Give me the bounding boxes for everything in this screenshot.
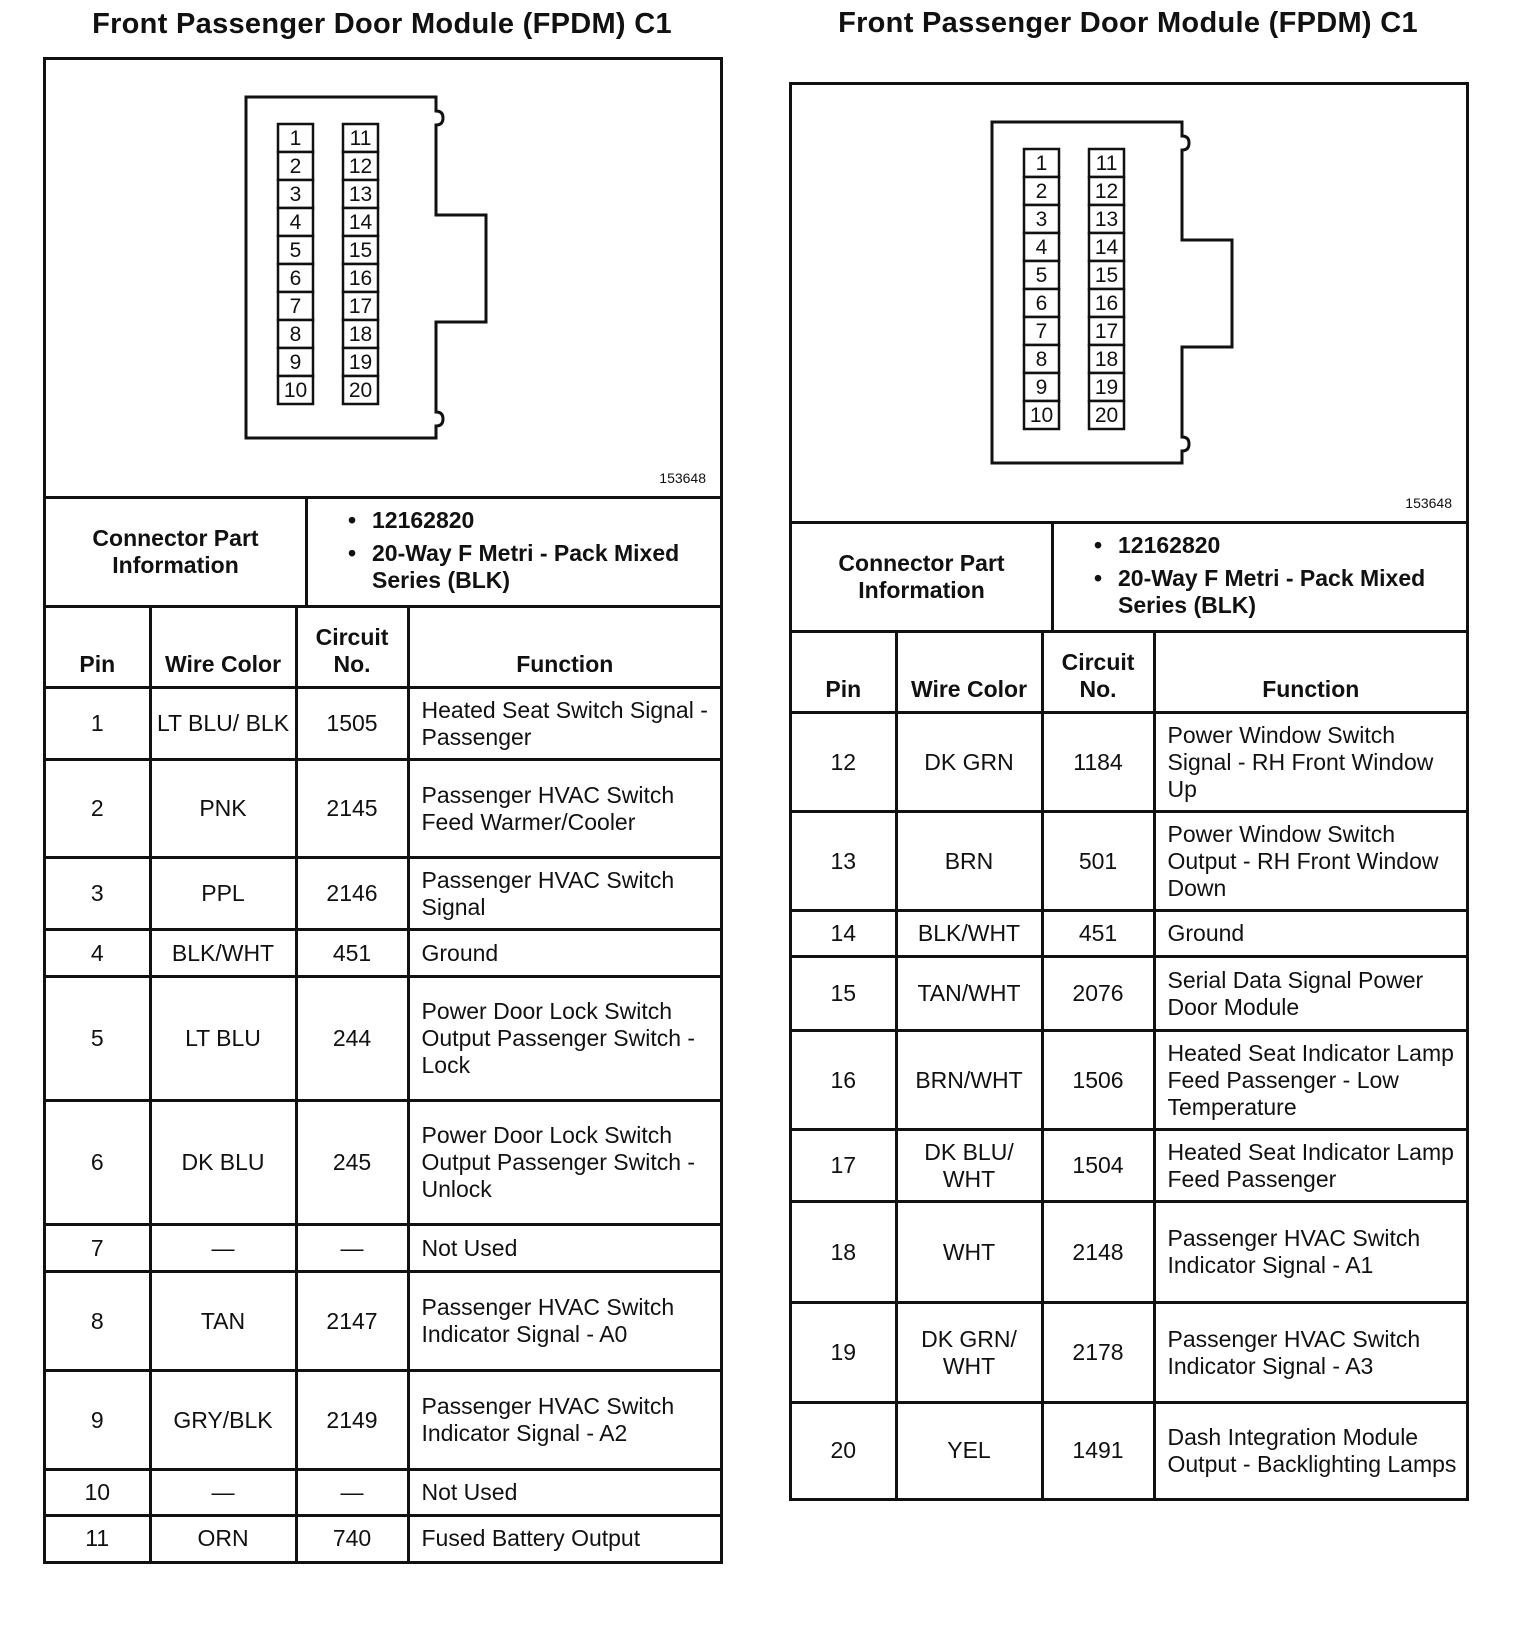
header-circuit-no: Circuit No. (1042, 633, 1154, 713)
pin-cell: 4 (46, 930, 150, 977)
svg-text:9: 9 (289, 351, 302, 374)
wire-color-cell: TAN (150, 1272, 296, 1371)
wire-color-cell: DK GRN (896, 713, 1042, 812)
circuit-cell: 2145 (296, 760, 408, 858)
function-cell: Ground (1154, 911, 1466, 957)
header-wire-color: Wire Color (896, 633, 1042, 713)
wire-color-cell: BRN (896, 812, 1042, 911)
connector-pin-18 (1089, 345, 1124, 373)
pin-cell: 6 (46, 1101, 150, 1225)
wire-color-cell: DK GRN/ WHT (896, 1303, 1042, 1403)
connector-pin-6 (278, 264, 313, 292)
pin-cell: 7 (46, 1225, 150, 1272)
svg-text:16: 16 (1094, 292, 1119, 315)
svg-text:2: 2 (289, 155, 302, 178)
diagram-reference-number: 153648 (1405, 495, 1452, 511)
function-cell: Heated Seat Indicator Lamp Feed Passenger (1154, 1130, 1466, 1202)
header-pin: Pin (46, 608, 150, 688)
svg-text:13: 13 (1094, 208, 1119, 231)
function-cell: Heated Seat Indicator Lamp Feed Passenger - Low Temperature (1154, 1031, 1466, 1130)
table-row (792, 1403, 1466, 1498)
pin-cell: 9 (46, 1371, 150, 1470)
connector-part-info (792, 524, 1466, 633)
table-row (792, 1303, 1466, 1403)
pin-table (792, 633, 1466, 1498)
svg-text:6: 6 (1035, 292, 1048, 315)
wire-color-cell: LT BLU (150, 977, 296, 1101)
wire-color-cell: TAN/WHT (896, 957, 1042, 1031)
wire-color-cell: BLK/WHT (150, 930, 296, 977)
svg-text:1: 1 (1035, 152, 1048, 175)
svg-text:11: 11 (1095, 152, 1118, 175)
connector-part-description: • 20-Way F Metri - Pack Mixed Series (BLK) (342, 540, 720, 594)
pin-cell: 19 (792, 1303, 896, 1403)
svg-text:1: 1 (289, 127, 302, 150)
svg-text:11: 11 (349, 127, 372, 150)
connector-pin-7 (278, 292, 313, 320)
svg-text:20: 20 (1094, 404, 1119, 427)
connector-pin-20 (1089, 401, 1124, 429)
circuit-cell: 1506 (1042, 1031, 1154, 1130)
connector-part-info (46, 499, 720, 608)
svg-text:10: 10 (283, 379, 308, 402)
svg-text:17: 17 (348, 295, 373, 318)
svg-text:10: 10 (1029, 404, 1054, 427)
pin-cell: 12 (792, 713, 896, 812)
function-cell: Passenger HVAC Switch Indicator Signal - A2 (408, 1371, 720, 1470)
connector-part-label: Connector Part Information (46, 499, 308, 605)
svg-text:3: 3 (1035, 208, 1048, 231)
connector-face-drawing (46, 60, 720, 496)
table-row (46, 1470, 720, 1516)
svg-text:9: 9 (1035, 376, 1048, 399)
circuit-cell: 1504 (1042, 1130, 1154, 1202)
circuit-cell: 451 (296, 930, 408, 977)
wire-color-cell: GRY/BLK (150, 1371, 296, 1470)
connector-pin-17 (1089, 317, 1124, 345)
connector-pin-18 (343, 320, 378, 348)
wire-color-cell: PPL (150, 858, 296, 930)
pin-cell: 3 (46, 858, 150, 930)
circuit-cell: 2147 (296, 1272, 408, 1371)
connector-diagram (792, 85, 1466, 524)
connector-pin-16 (343, 264, 378, 292)
svg-text:19: 19 (1094, 376, 1119, 399)
table-row (46, 760, 720, 858)
circuit-cell: 244 (296, 977, 408, 1101)
table-header-row (46, 608, 720, 688)
connector-pin-12 (1089, 177, 1124, 205)
svg-text:8: 8 (289, 323, 302, 346)
svg-text:3: 3 (289, 183, 302, 206)
pin-cell: 13 (792, 812, 896, 911)
pin-table (46, 608, 720, 1561)
connector-pin-2 (1024, 177, 1059, 205)
connector-pin-10 (1024, 401, 1059, 429)
function-cell: Power Door Lock Switch Output Passenger Switch - Lock (408, 977, 720, 1101)
function-cell: Passenger HVAC Switch Indicator Signal - A3 (1154, 1303, 1466, 1403)
connector-diagram (46, 60, 720, 499)
svg-text:12: 12 (348, 155, 373, 178)
page-title: Front Passenger Door Module (FPDM) C1 (838, 7, 1418, 39)
function-cell: Passenger HVAC Switch Indicator Signal - A1 (1154, 1202, 1466, 1303)
connector-pin-19 (343, 348, 378, 376)
connector-pin-5 (1024, 261, 1059, 289)
pin-cell: 14 (792, 911, 896, 957)
wire-color-cell: YEL (896, 1403, 1042, 1498)
connector-pin-8 (278, 320, 313, 348)
table-row (46, 930, 720, 977)
function-cell: Power Window Switch Signal - RH Front Window Up (1154, 713, 1466, 812)
circuit-cell: 2149 (296, 1371, 408, 1470)
wire-color-cell: LT BLU/ BLK (150, 688, 296, 760)
connector-frame (789, 82, 1469, 1501)
wire-color-cell: — (150, 1225, 296, 1272)
table-row (792, 713, 1466, 812)
connector-pin-15 (343, 236, 378, 264)
table-row (792, 911, 1466, 957)
svg-text:2: 2 (1035, 180, 1048, 203)
function-cell: Fused Battery Output (408, 1516, 720, 1561)
pin-cell: 16 (792, 1031, 896, 1130)
circuit-cell: — (296, 1225, 408, 1272)
connector-pin-3 (278, 180, 313, 208)
wire-color-cell: PNK (150, 760, 296, 858)
svg-text:15: 15 (348, 239, 373, 262)
connector-part-number: • 12162820 (1088, 532, 1466, 559)
connector-pin-17 (343, 292, 378, 320)
svg-text:7: 7 (289, 295, 302, 318)
page-title: Front Passenger Door Module (FPDM) C1 (92, 8, 672, 40)
function-cell: Power Door Lock Switch Output Passenger Switch - Unlock (408, 1101, 720, 1225)
diagram-reference-number: 153648 (659, 470, 706, 486)
connector-pin-2 (278, 152, 313, 180)
wire-color-cell: BRN/WHT (896, 1031, 1042, 1130)
table-row (46, 977, 720, 1101)
circuit-cell: 740 (296, 1516, 408, 1561)
wire-color-cell: DK BLU/ WHT (896, 1130, 1042, 1202)
connector-pin-13 (1089, 205, 1124, 233)
pin-cell: 5 (46, 977, 150, 1101)
pin-cell: 15 (792, 957, 896, 1031)
connector-pin-9 (1024, 373, 1059, 401)
header-pin: Pin (792, 633, 896, 713)
connector-pin-11 (343, 124, 378, 152)
function-cell: Dash Integration Module Output - Backlighting Lamps (1154, 1403, 1466, 1498)
circuit-cell: 2076 (1042, 957, 1154, 1031)
connector-pin-19 (1089, 373, 1124, 401)
table-row (46, 1371, 720, 1470)
table-row (46, 1101, 720, 1225)
table-row (792, 812, 1466, 911)
function-cell: Serial Data Signal Power Door Module (1154, 957, 1466, 1031)
connector-pin-15 (1089, 261, 1124, 289)
circuit-cell: 2178 (1042, 1303, 1154, 1403)
pin-cell: 2 (46, 760, 150, 858)
connector-part-description: • 20-Way F Metri - Pack Mixed Series (BLK) (1088, 565, 1466, 619)
svg-text:16: 16 (348, 267, 373, 290)
svg-text:8: 8 (1035, 348, 1048, 371)
circuit-cell: 2148 (1042, 1202, 1154, 1303)
connector-pin-6 (1024, 289, 1059, 317)
connector-pin-12 (343, 152, 378, 180)
wire-color-cell: — (150, 1470, 296, 1516)
connector-part-number: • 12162820 (342, 507, 720, 534)
function-cell: Power Window Switch Output - RH Front Window Down (1154, 812, 1466, 911)
circuit-cell: 2146 (296, 858, 408, 930)
connector-pin-11 (1089, 149, 1124, 177)
connector-frame (43, 57, 723, 1564)
pin-cell: 8 (46, 1272, 150, 1371)
svg-text:13: 13 (348, 183, 373, 206)
header-function: Function (1154, 633, 1466, 713)
connector-pin-7 (1024, 317, 1059, 345)
pin-cell: 11 (46, 1516, 150, 1561)
connector-pin-13 (343, 180, 378, 208)
table-row (46, 858, 720, 930)
connector-pin-9 (278, 348, 313, 376)
svg-text:12: 12 (1094, 180, 1119, 203)
connector-pin-4 (1024, 233, 1059, 261)
connector-face-drawing (792, 85, 1466, 521)
svg-text:5: 5 (289, 239, 302, 262)
circuit-cell: 1491 (1042, 1403, 1154, 1498)
connector-pin-14 (343, 208, 378, 236)
circuit-cell: 1184 (1042, 713, 1154, 812)
function-cell: Ground (408, 930, 720, 977)
table-row (46, 1516, 720, 1561)
connector-part-list (1054, 524, 1466, 630)
svg-text:5: 5 (1035, 264, 1048, 287)
circuit-cell: 1505 (296, 688, 408, 760)
pin-cell: 20 (792, 1403, 896, 1498)
connector-part-list (308, 499, 720, 605)
wire-color-cell: ORN (150, 1516, 296, 1561)
svg-text:17: 17 (1094, 320, 1119, 343)
function-cell: Heated Seat Switch Signal - Passenger (408, 688, 720, 760)
svg-text:15: 15 (1094, 264, 1119, 287)
table-row (792, 957, 1466, 1031)
function-cell: Passenger HVAC Switch Indicator Signal - A0 (408, 1272, 720, 1371)
pin-cell: 1 (46, 688, 150, 760)
function-cell: Passenger HVAC Switch Signal (408, 858, 720, 930)
table-row (46, 1225, 720, 1272)
connector-pin-4 (278, 208, 313, 236)
header-wire-color: Wire Color (150, 608, 296, 688)
connector-pin-20 (343, 376, 378, 404)
connector-pin-1 (278, 124, 313, 152)
connector-pin-10 (278, 376, 313, 404)
connector-pin-3 (1024, 205, 1059, 233)
svg-text:14: 14 (348, 211, 373, 234)
table-row (46, 1272, 720, 1371)
connector-pin-14 (1089, 233, 1124, 261)
svg-text:18: 18 (1094, 348, 1119, 371)
table-row (46, 688, 720, 760)
wire-color-cell: WHT (896, 1202, 1042, 1303)
connector-part-label: Connector Part Information (792, 524, 1054, 630)
connector-pin-16 (1089, 289, 1124, 317)
circuit-cell: 451 (1042, 911, 1154, 957)
table-row (792, 1130, 1466, 1202)
wire-color-cell: DK BLU (150, 1101, 296, 1225)
connector-pin-8 (1024, 345, 1059, 373)
table-row (792, 1031, 1466, 1130)
function-cell: Not Used (408, 1225, 720, 1272)
function-cell: Not Used (408, 1470, 720, 1516)
circuit-cell: 501 (1042, 812, 1154, 911)
svg-text:14: 14 (1094, 236, 1119, 259)
connector-pin-5 (278, 236, 313, 264)
pin-cell: 17 (792, 1130, 896, 1202)
table-row (792, 1202, 1466, 1303)
svg-text:6: 6 (289, 267, 302, 290)
svg-text:20: 20 (348, 379, 373, 402)
svg-text:19: 19 (348, 351, 373, 374)
svg-text:4: 4 (1035, 236, 1048, 259)
wire-color-cell: BLK/WHT (896, 911, 1042, 957)
svg-text:7: 7 (1035, 320, 1048, 343)
svg-text:4: 4 (289, 211, 302, 234)
pin-cell: 18 (792, 1202, 896, 1303)
circuit-cell: 245 (296, 1101, 408, 1225)
table-header-row (792, 633, 1466, 713)
circuit-cell: — (296, 1470, 408, 1516)
function-cell: Passenger HVAC Switch Feed Warmer/Cooler (408, 760, 720, 858)
header-function: Function (408, 608, 720, 688)
pin-cell: 10 (46, 1470, 150, 1516)
connector-pin-1 (1024, 149, 1059, 177)
header-circuit-no: Circuit No. (296, 608, 408, 688)
svg-text:18: 18 (348, 323, 373, 346)
